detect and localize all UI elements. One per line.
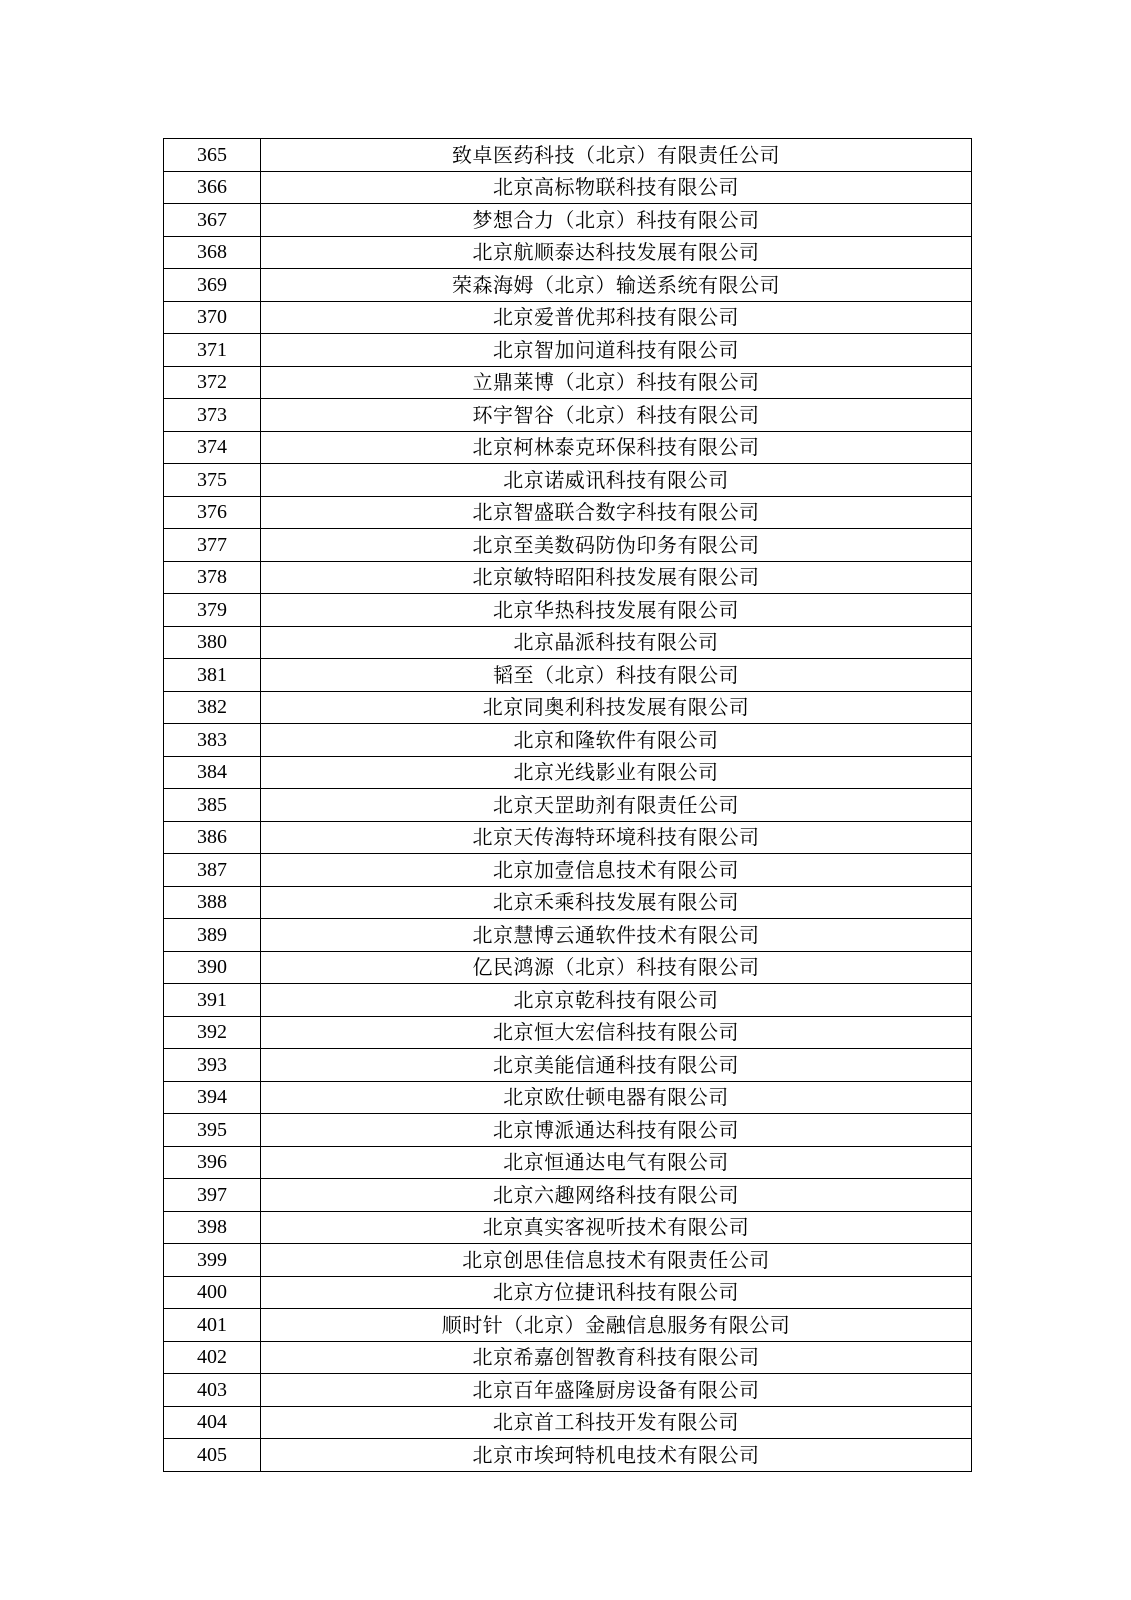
table-row <box>164 919 972 952</box>
row-number-cell: 403 <box>164 1374 261 1407</box>
company-name-cell: 立鼎莱博（北京）科技有限公司 <box>261 366 972 399</box>
company-name-cell: 北京真实客视听技术有限公司 <box>261 1211 972 1244</box>
company-name-cell: 北京方位捷讯科技有限公司 <box>261 1276 972 1309</box>
row-number-cell: 365 <box>164 139 261 172</box>
table-row <box>164 171 972 204</box>
row-number-cell: 385 <box>164 789 261 822</box>
company-name-cell: 北京京乾科技有限公司 <box>261 984 972 1017</box>
row-number-cell: 383 <box>164 724 261 757</box>
table-row <box>164 659 972 692</box>
row-number-cell: 375 <box>164 464 261 497</box>
company-name-cell: 梦想合力（北京）科技有限公司 <box>261 204 972 237</box>
company-name-cell: 北京敏特昭阳科技发展有限公司 <box>261 561 972 594</box>
row-number-cell: 399 <box>164 1244 261 1277</box>
table-row <box>164 724 972 757</box>
table-row <box>164 821 972 854</box>
table-row <box>164 431 972 464</box>
table-row <box>164 301 972 334</box>
company-name-cell: 北京智加问道科技有限公司 <box>261 334 972 367</box>
company-name-cell: 北京诺威讯科技有限公司 <box>261 464 972 497</box>
table-row <box>164 269 972 302</box>
company-name-cell: 北京恒大宏信科技有限公司 <box>261 1016 972 1049</box>
table-row <box>164 366 972 399</box>
row-number-cell: 380 <box>164 626 261 659</box>
row-number-cell: 401 <box>164 1309 261 1342</box>
company-name-cell: 北京加壹信息技术有限公司 <box>261 854 972 887</box>
company-name-cell: 北京至美数码防伪印务有限公司 <box>261 529 972 562</box>
table-row <box>164 886 972 919</box>
table-row <box>164 1341 972 1374</box>
company-name-cell: 北京禾乘科技发展有限公司 <box>261 886 972 919</box>
company-name-cell: 北京天传海特环境科技有限公司 <box>261 821 972 854</box>
row-number-cell: 376 <box>164 496 261 529</box>
table-row <box>164 1081 972 1114</box>
row-number-cell: 382 <box>164 691 261 724</box>
table-row <box>164 236 972 269</box>
table-row <box>164 464 972 497</box>
row-number-cell: 373 <box>164 399 261 432</box>
company-name-cell: 北京光线影业有限公司 <box>261 756 972 789</box>
company-name-cell: 北京百年盛隆厨房设备有限公司 <box>261 1374 972 1407</box>
row-number-cell: 386 <box>164 821 261 854</box>
table-row <box>164 1244 972 1277</box>
table-row <box>164 1179 972 1212</box>
company-name-cell: 北京欧仕顿电器有限公司 <box>261 1081 972 1114</box>
table-body <box>164 139 972 1472</box>
table-row <box>164 1211 972 1244</box>
row-number-cell: 366 <box>164 171 261 204</box>
company-name-cell: 环宇智谷（北京）科技有限公司 <box>261 399 972 432</box>
table-row <box>164 334 972 367</box>
company-name-cell: 北京博派通达科技有限公司 <box>261 1114 972 1147</box>
table-row <box>164 951 972 984</box>
row-number-cell: 371 <box>164 334 261 367</box>
company-name-cell: 致卓医药科技（北京）有限责任公司 <box>261 139 972 172</box>
company-name-cell: 北京同奥利科技发展有限公司 <box>261 691 972 724</box>
table-row <box>164 1406 972 1439</box>
table-row <box>164 691 972 724</box>
company-name-cell: 韬至（北京）科技有限公司 <box>261 659 972 692</box>
company-name-cell: 北京市埃珂特机电技术有限公司 <box>261 1439 972 1472</box>
table-row <box>164 854 972 887</box>
table-row <box>164 1439 972 1472</box>
row-number-cell: 398 <box>164 1211 261 1244</box>
company-name-cell: 北京首工科技开发有限公司 <box>261 1406 972 1439</box>
table-row <box>164 1374 972 1407</box>
table-row <box>164 1016 972 1049</box>
row-number-cell: 392 <box>164 1016 261 1049</box>
table-row <box>164 984 972 1017</box>
company-name-cell: 北京柯林泰克环保科技有限公司 <box>261 431 972 464</box>
table-row <box>164 561 972 594</box>
table-row <box>164 529 972 562</box>
company-name-cell: 北京爱普优邦科技有限公司 <box>261 301 972 334</box>
company-name-cell: 北京高标物联科技有限公司 <box>261 171 972 204</box>
company-name-cell: 北京恒通达电气有限公司 <box>261 1146 972 1179</box>
row-number-cell: 379 <box>164 594 261 627</box>
row-number-cell: 370 <box>164 301 261 334</box>
company-name-cell: 北京创思佳信息技术有限责任公司 <box>261 1244 972 1277</box>
row-number-cell: 367 <box>164 204 261 237</box>
table-row <box>164 756 972 789</box>
table-row <box>164 1146 972 1179</box>
table-row <box>164 204 972 237</box>
row-number-cell: 397 <box>164 1179 261 1212</box>
row-number-cell: 393 <box>164 1049 261 1082</box>
table-row <box>164 1049 972 1082</box>
row-number-cell: 378 <box>164 561 261 594</box>
table-row <box>164 496 972 529</box>
row-number-cell: 400 <box>164 1276 261 1309</box>
table-row <box>164 399 972 432</box>
row-number-cell: 369 <box>164 269 261 302</box>
row-number-cell: 388 <box>164 886 261 919</box>
company-name-cell: 北京晶派科技有限公司 <box>261 626 972 659</box>
company-name-cell: 北京美能信通科技有限公司 <box>261 1049 972 1082</box>
row-number-cell: 372 <box>164 366 261 399</box>
company-name-cell: 亿民鸿源（北京）科技有限公司 <box>261 951 972 984</box>
company-name-cell: 顺时针（北京）金融信息服务有限公司 <box>261 1309 972 1342</box>
row-number-cell: 395 <box>164 1114 261 1147</box>
table-row <box>164 139 972 172</box>
row-number-cell: 402 <box>164 1341 261 1374</box>
company-name-cell: 北京航顺泰达科技发展有限公司 <box>261 236 972 269</box>
row-number-cell: 368 <box>164 236 261 269</box>
row-number-cell: 391 <box>164 984 261 1017</box>
row-number-cell: 404 <box>164 1406 261 1439</box>
row-number-cell: 405 <box>164 1439 261 1472</box>
row-number-cell: 381 <box>164 659 261 692</box>
company-name-cell: 北京和隆软件有限公司 <box>261 724 972 757</box>
table-row <box>164 789 972 822</box>
company-name-cell: 荣森海姆（北京）输送系统有限公司 <box>261 269 972 302</box>
row-number-cell: 394 <box>164 1081 261 1114</box>
row-number-cell: 390 <box>164 951 261 984</box>
company-name-cell: 北京智盛联合数字科技有限公司 <box>261 496 972 529</box>
table-row <box>164 594 972 627</box>
company-name-cell: 北京六趣网络科技有限公司 <box>261 1179 972 1212</box>
row-number-cell: 396 <box>164 1146 261 1179</box>
company-name-cell: 北京华热科技发展有限公司 <box>261 594 972 627</box>
row-number-cell: 384 <box>164 756 261 789</box>
company-name-cell: 北京慧博云通软件技术有限公司 <box>261 919 972 952</box>
row-number-cell: 374 <box>164 431 261 464</box>
company-name-cell: 北京天罡助剂有限责任公司 <box>261 789 972 822</box>
table-row <box>164 1276 972 1309</box>
row-number-cell: 389 <box>164 919 261 952</box>
table-row <box>164 1309 972 1342</box>
table-row <box>164 1114 972 1147</box>
company-name-cell: 北京希嘉创智教育科技有限公司 <box>261 1341 972 1374</box>
table-row <box>164 626 972 659</box>
company-list-table <box>163 138 972 1472</box>
row-number-cell: 377 <box>164 529 261 562</box>
row-number-cell: 387 <box>164 854 261 887</box>
